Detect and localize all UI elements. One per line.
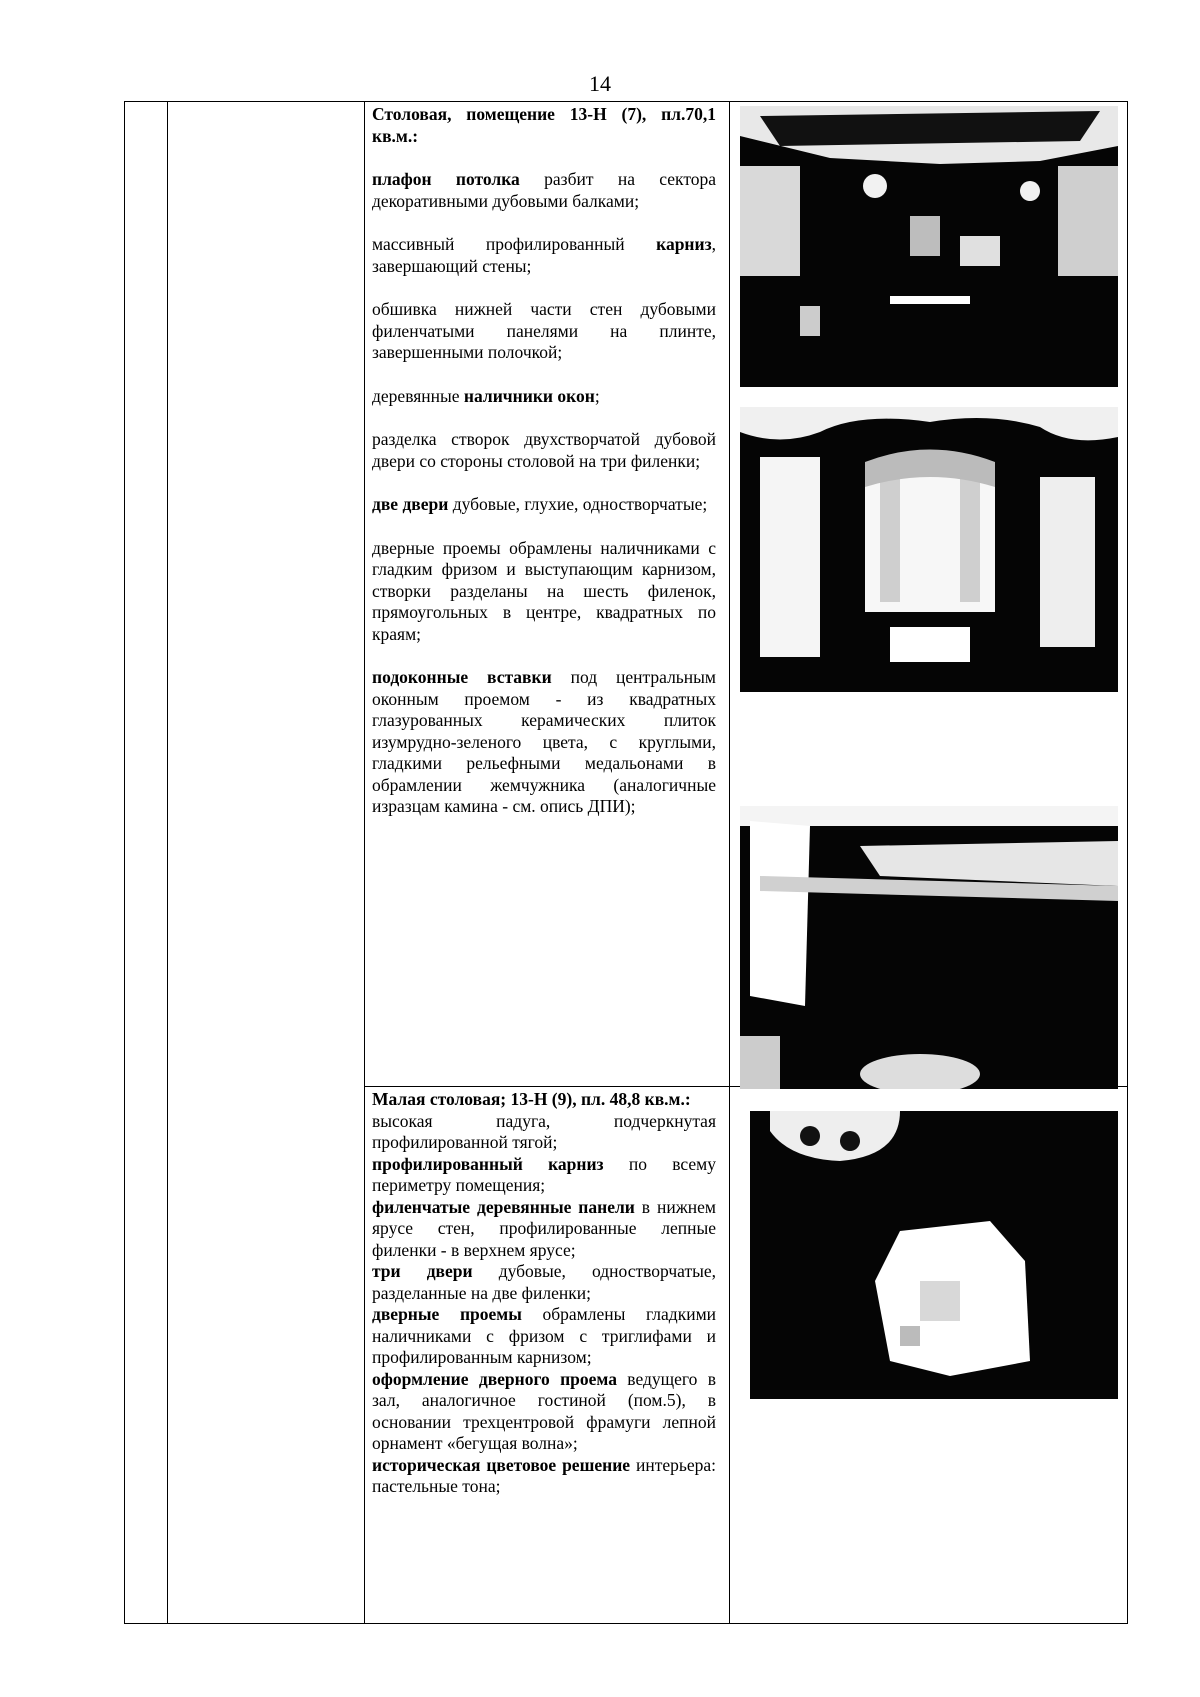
table-top-border	[124, 101, 1128, 102]
item-two-doors: две двери дубовые, глухие, одностворчатые;	[372, 494, 708, 514]
page-number: 14	[589, 71, 611, 96]
table-left-border	[124, 101, 125, 1624]
column-divider	[729, 101, 730, 1624]
item-ceiling: плафон потолка разбит на сектора декоративными дубовыми балками;	[372, 169, 717, 211]
column-divider	[364, 101, 365, 1624]
table-bottom-border	[124, 1623, 1128, 1624]
item-doorway-design: оформление дверного проема ведущего в зал, аналогичное гостиной (пом.5), в основании трехцентровой фрамуги лепной орнамент «бегущая волна»;	[372, 1368, 716, 1453]
section-title: Столовая, помещение 13-Н (7), пл.70,1 кв.м.:	[372, 104, 716, 146]
item-door-openings: дверные проемы обрамлены наличниками с гладким фризом и выступающим карнизом, створки разделаны на шесть филенок, прямоугольных в центре, квадратных по краям;	[372, 537, 716, 644]
item-color-scheme: историческая цветовое решение интерьера: пастельные тона;	[372, 1454, 716, 1496]
item-window-casings: деревянные наличники окон;	[372, 385, 600, 406]
item-wall-panels: обшивка нижней части стен дубовыми филенчатыми панелями на плинте, завершенными полочкой;	[372, 299, 716, 362]
item-panels: филенчатые деревянные панели в нижнем ярусе стен, профилированные лепные филенки - в верхнем ярусе;	[372, 1196, 716, 1260]
item-cove: высокая падуга, подчеркнутая профилированной тягой;	[372, 1110, 716, 1152]
item-three-doors: три двери дубовые, одностворчатые, разделанные на две филенки;	[372, 1261, 717, 1303]
photo-window-sill	[740, 806, 1118, 1089]
section-small-dining-room	[372, 1089, 716, 1498]
photo-ceiling	[740, 106, 1118, 387]
item-double-door: разделка створок двухстворчатой дубовой двери со стороны столовой на три филенки;	[372, 429, 716, 471]
photo-small-dining-room	[750, 1111, 1118, 1399]
section-title: Малая столовая; 13-Н (9), пл. 48,8 кв.м.:	[372, 1089, 691, 1109]
table-right-border	[1127, 101, 1128, 1624]
item-cornice: массивный профилированный карниз, завершающий стены;	[372, 234, 716, 276]
column-divider	[167, 101, 168, 1624]
photo-doorway	[740, 407, 1118, 692]
item-cornice: профилированный карниз по всему периметру помещения;	[372, 1153, 716, 1195]
section-dining-room	[372, 104, 716, 818]
item-sill-inserts: подоконные вставки под центральным оконным проемом - из квадратных глазурованных керамических плиток изумрудно-зеленого цвета, с круглыми, гладкими рельефными медальонами в обрамлении жемчужника (аналогичные изразцам камина - см. опись ДПИ);	[372, 667, 716, 816]
item-door-openings: дверные проемы обрамлены гладкими наличниками с фризом с триглифами и профилированным карнизом;	[372, 1304, 717, 1367]
